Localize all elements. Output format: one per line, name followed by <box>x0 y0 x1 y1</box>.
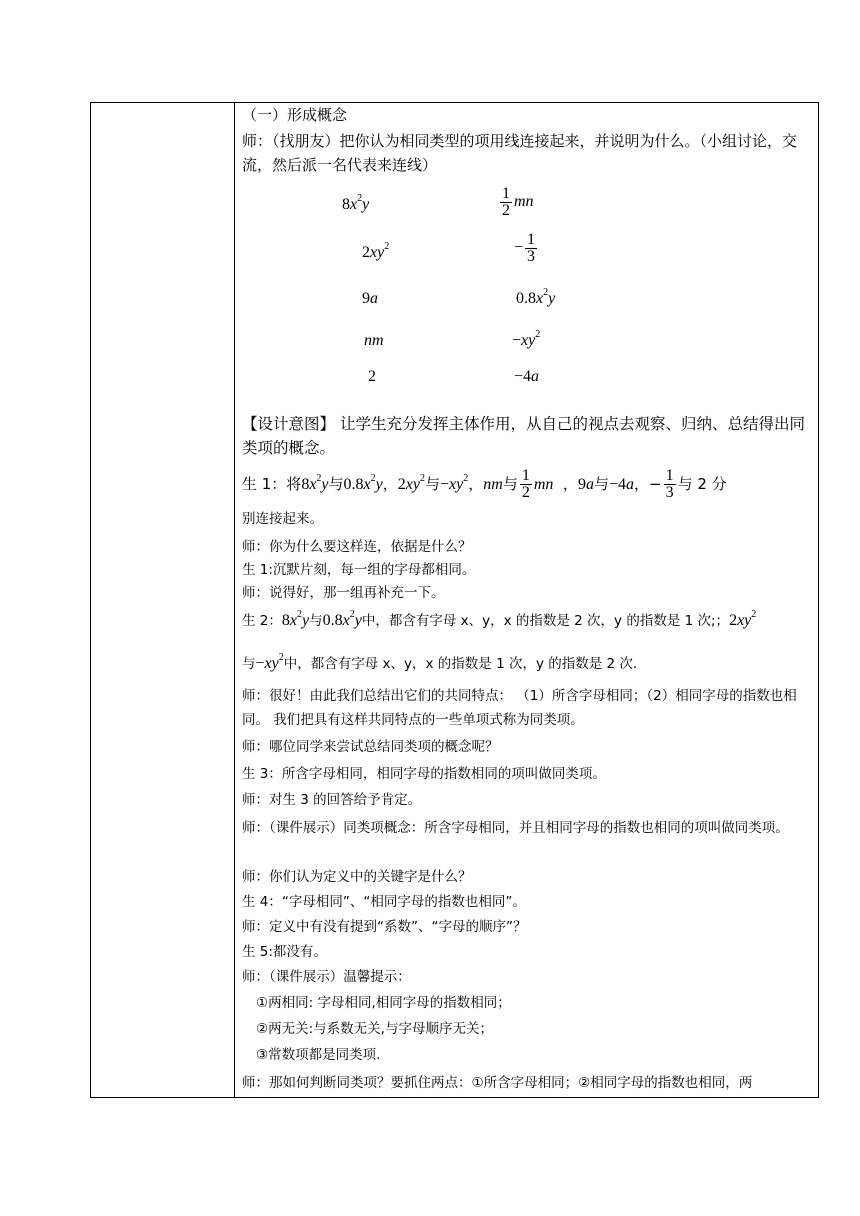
student1-answer: 生 1：将$8x^2y$与$0.8x^2y$，$2xy^2$与$-xy^2$，nm与 $\frac{1}{2}$ mn ，9a与−4a，− $\frac{1}{3}$ 与 2 分 <box>242 467 727 501</box>
student2-answer: 生 2：$8x^2y$与$0.8x^2y$中，都含有字母 x、y，x 的指数是 2 次，y 的指数是 1 次;；$2xy^2$ <box>242 609 757 629</box>
student5-answer: 生 5:都没有。 <box>242 944 327 960</box>
tip-item-1: ①两相同: 字母相同,相同字母的指数相同； <box>256 995 511 1011</box>
design-intent <box>242 412 812 460</box>
term-9a: 9a <box>362 290 378 307</box>
concept-definition: 师：（课件展示）同类项概念：所含字母相同，并且相同字母的指数也相同的项叫做同类项。 <box>242 820 789 836</box>
section-title: （一）形成概念 <box>242 106 348 124</box>
teacher-judge-rule: 师：那如何判断同类项？要抓住两点：①所含字母相同；②相同字母的指数也相同，两 <box>242 1075 753 1091</box>
term-neg-4a: −4a <box>514 368 540 385</box>
student1-reply: 生 1:沉默片刻，每一组的字母都相同。 <box>242 562 476 578</box>
lesson-table <box>90 102 819 1098</box>
student3-answer: 生 3：所含字母相同，相同字母的指数相同的项叫做同类项。 <box>242 766 606 782</box>
column-divider <box>234 102 235 1098</box>
teacher-ask-concept: 师：哪位同学来尝试总结同类项的概念呢？ <box>242 739 499 755</box>
teacher-tips-heading: 师：（课件展示）温馨提示： <box>242 969 411 985</box>
term-2xy2: $2xy^2$ <box>362 241 390 261</box>
term-2: 2 <box>368 368 376 385</box>
teacher-prompt: 师：（找朋友）把你认为相同类型的项用线连接起来，并说明为什么。（小组讨论，交流，然后派一名代表来连线） <box>242 132 798 174</box>
tip-item-2: ②两无关:与系数无关,与字母顺序无关； <box>256 1021 493 1037</box>
teacher-keywords-question: 师：你们认为定义中的关键字是什么？ <box>242 869 472 885</box>
term-8x2y: $8x^2y$ <box>342 193 370 213</box>
student4-answer: 生 4：“字母相同”、“相同字母的指数也相同”。 <box>242 894 526 910</box>
student1-answer-cont: 别连接起来。 <box>242 511 323 527</box>
teacher-question: 师：你为什么要这样连，依据是什么？ <box>242 539 472 555</box>
student2-answer-cont: 与$-xy^2$中，都含有字母 x、y，x 的指数是 1 次，y 的指数是 2 次. <box>242 652 638 672</box>
term-0.8x2y: $0.8x^2y$ <box>516 287 556 307</box>
term-neg-third: − $\frac{1}{3}$ <box>514 231 536 265</box>
teacher-praise: 师：说得好，那一组再补充一下。 <box>242 585 445 601</box>
term-neg-xy2: $-xy^2$ <box>512 329 541 349</box>
design-intent-label: 【设计意图】 <box>242 415 336 433</box>
teacher-affirm: 师：对生 3 的回答给予肯定。 <box>242 792 422 808</box>
teacher-summary: 师：很好！由此我们总结出它们的共同特点： （1）所含字母相同；（2）相同字母的指数也相同。 我们把具有这样共同特点的一些单项式称为同类项。 <box>242 688 797 728</box>
term-half-mn: $\frac{1}{2}$ mn <box>502 185 534 219</box>
term-nm: nm <box>364 332 384 349</box>
tip-item-3: ③常数项都是同类项. <box>256 1047 381 1063</box>
teacher-coefficient-question: 师：定义中有没有提到“系数”、“字母的顺序”？ <box>242 919 527 935</box>
design-intent-text: 让学生充分发挥主体作用，从自己的视点去观察、归纳、总结得出同类项的概念。 <box>242 415 805 457</box>
